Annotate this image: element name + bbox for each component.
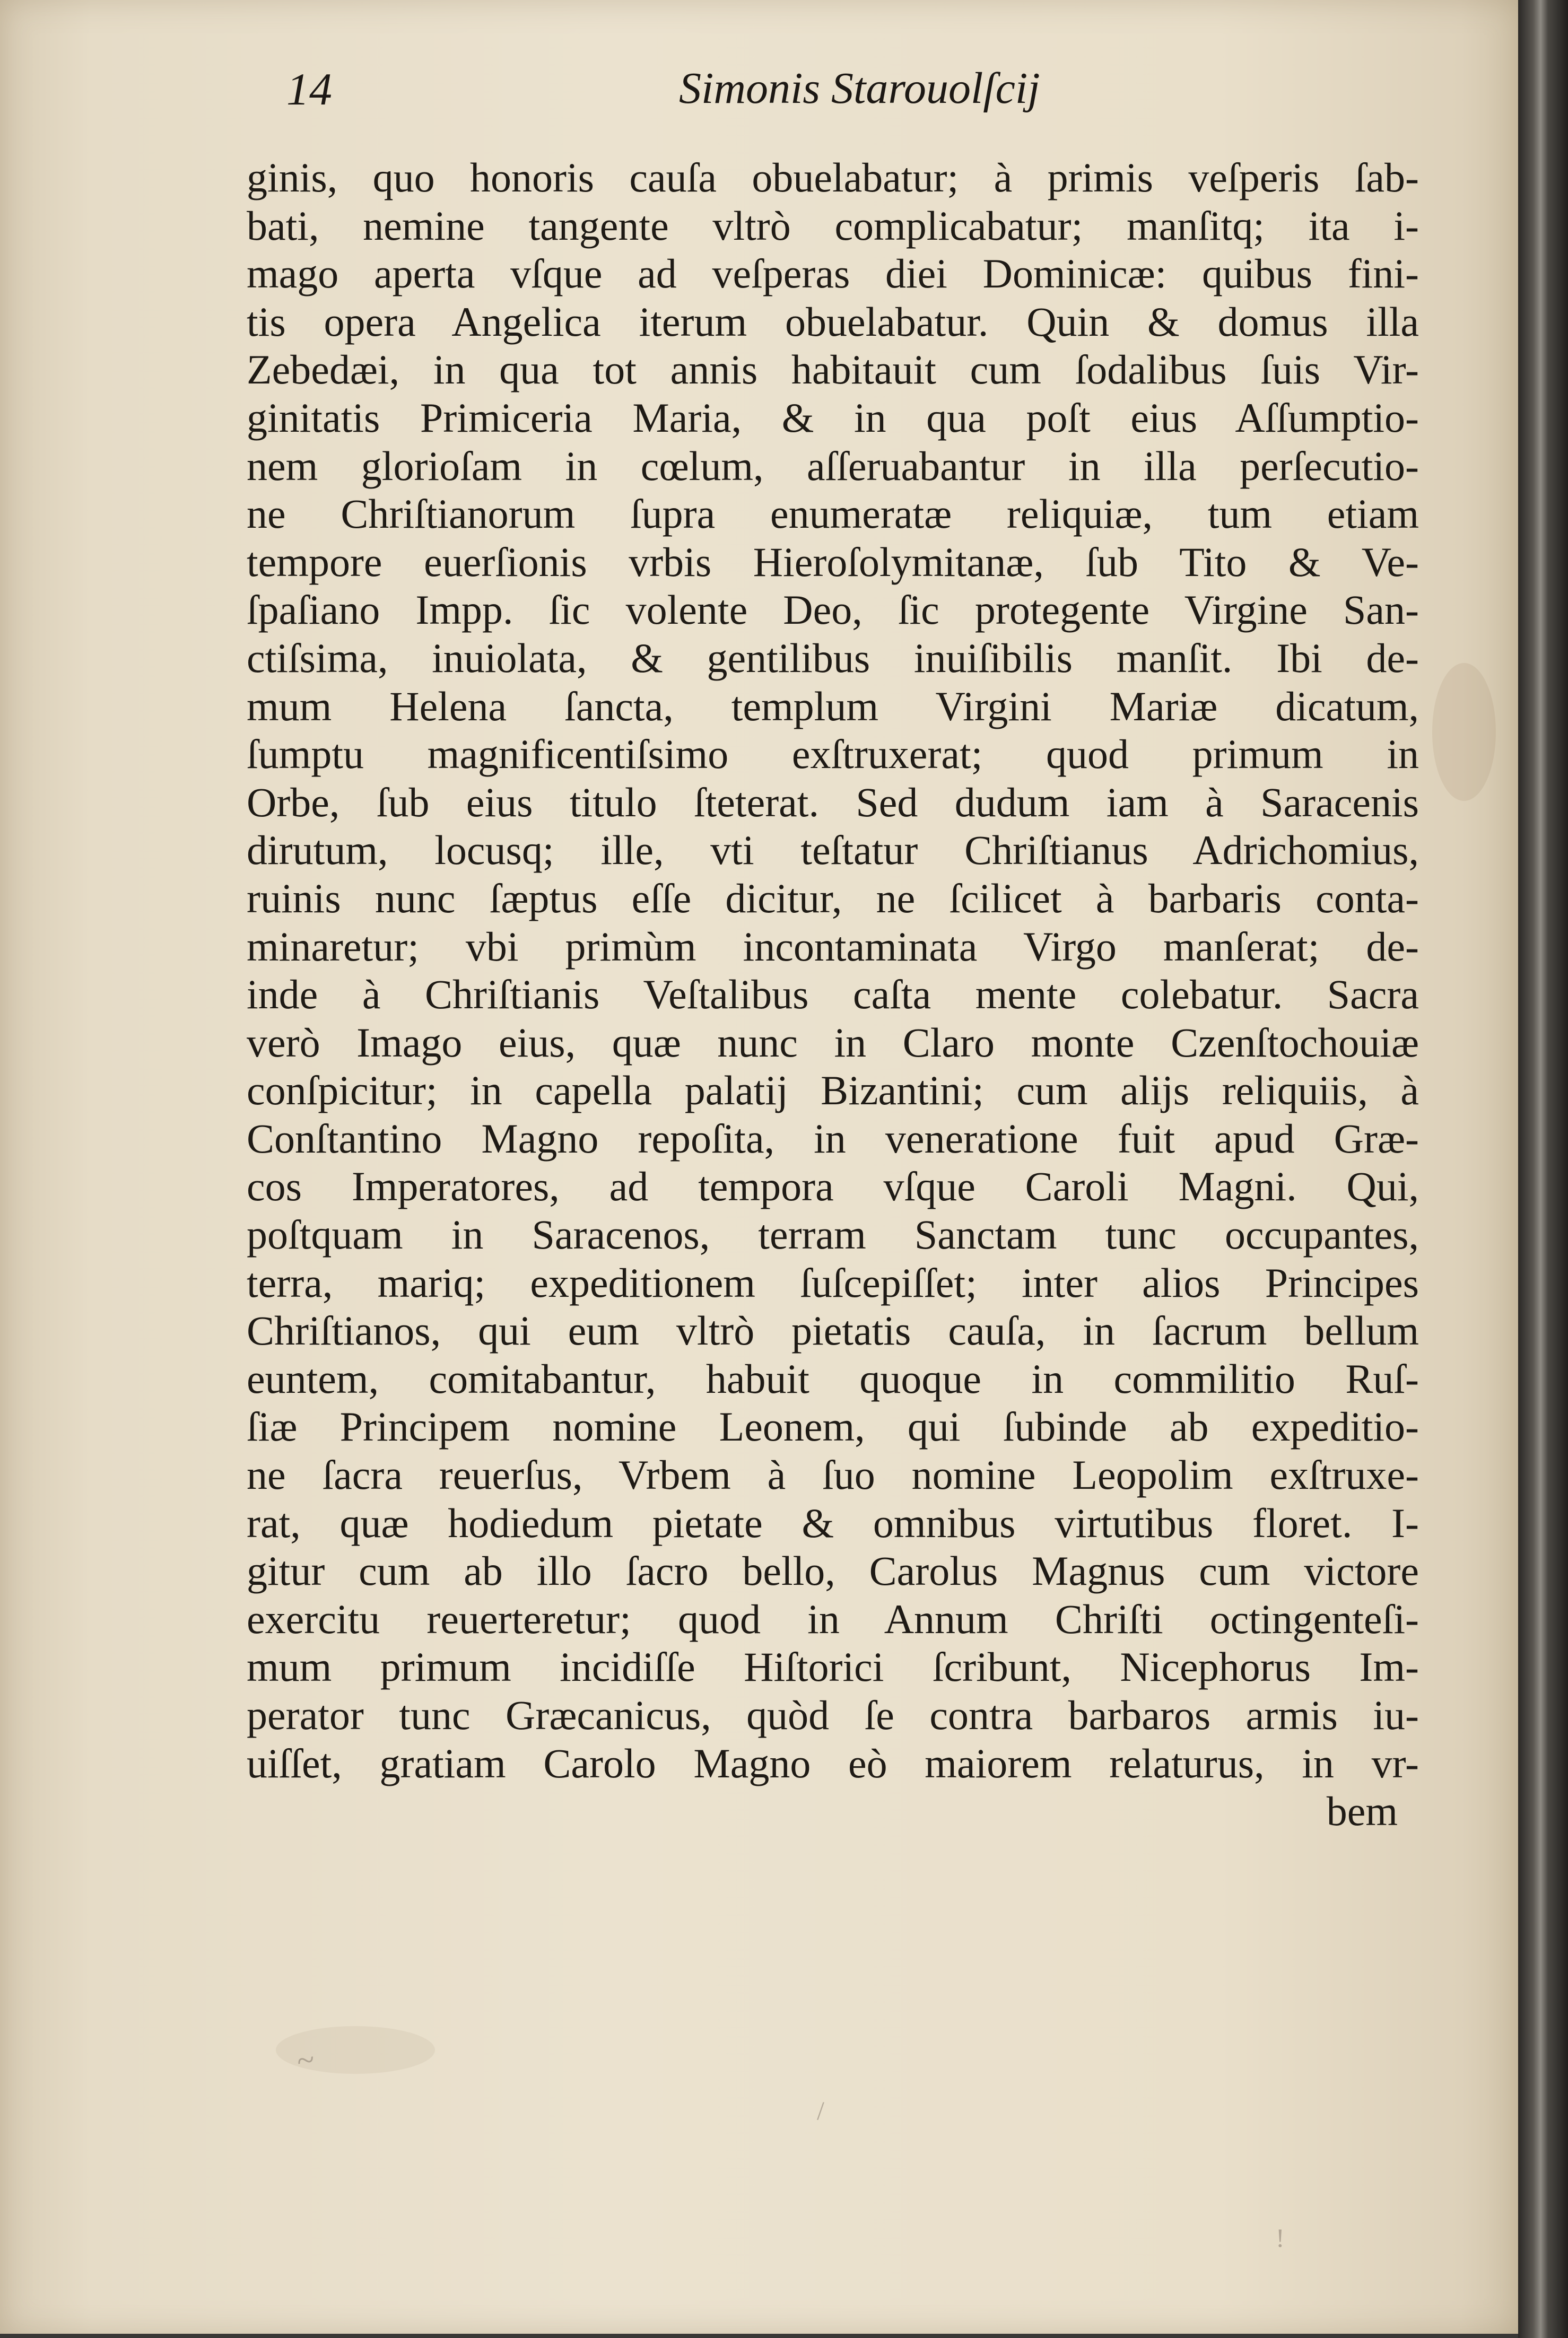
text-line: inde à Chriſtianis Veſtalibus caſta mente colebatur. Sacra: [247, 971, 1419, 1018]
text-line: rat, quæ hodiedum pietate & omnibus virtutibus floret. I-: [247, 1499, 1419, 1546]
text-line: terra, mariq; expeditionem ſuſcepiſſet; inter alios Principes: [247, 1259, 1419, 1306]
text-line: poſtquam in Saracenos, terram Sanctam tunc occupantes,: [247, 1211, 1419, 1258]
text-line: dirutum, locusq; ille, vti teſtatur Chriſtianus Adrichomius,: [247, 827, 1419, 874]
text-line: minaretur; vbi primùm incontaminata Virgo manſerat; de-: [247, 923, 1419, 970]
catchword: bem: [1326, 1788, 1398, 1835]
body-text: [247, 154, 1419, 1836]
text-line: ctiſsima, inuiolata, & gentilibus inuiſibilis manſit. Ibi de-: [247, 634, 1419, 681]
page-header: [286, 66, 1416, 130]
text-line: Orbe, ſub eius titulo ſteterat. Sed dudum iam à Saracenis: [247, 779, 1419, 825]
ink-speck: !: [1276, 2223, 1285, 2253]
text-line: mum Helena ſancta, templum Virgini Mariæ dicatum,: [247, 683, 1419, 729]
page-stain: [1432, 663, 1496, 801]
book-binding-edge: [1518, 0, 1568, 2338]
text-line: tis opera Angelica iterum obuelabatur. Quin & domus illa: [247, 298, 1419, 345]
bleed-through-mark: ~: [294, 2042, 317, 2079]
text-line: tempore euerſionis vrbis Hieroſolymitanæ, ſub Tito & Ve-: [247, 538, 1419, 585]
text-line: uiſſet, gratiam Carolo Magno eò maiorem relaturus, in vr-: [247, 1740, 1419, 1786]
text-line: ne Chriſtianorum ſupra enumeratæ reliquiæ, tum etiam: [247, 491, 1419, 537]
text-line: perator tunc Græcanicus, quòd ſe contra barbaros armis iu-: [247, 1692, 1419, 1738]
text-line: mago aperta vſque ad veſperas diei Dominicæ: quibus fini-: [247, 250, 1419, 297]
text-line: exercitu reuerteretur; quod in Annum Chriſti octingenteſi-: [247, 1595, 1419, 1642]
text-line: Conſtantino Magno repoſita, in veneratione fuit apud Græ-: [247, 1115, 1419, 1162]
text-line: cos Imperatores, ad tempora vſque Caroli Magni. Qui,: [247, 1163, 1419, 1210]
text-line: Zebedæi, in qua tot annis habitauit cum ſodalibus ſuis Vir-: [247, 346, 1419, 393]
text-line: ginitatis Primiceria Maria, & in qua poſt eius Aſſumptio-: [247, 394, 1419, 441]
text-line: ſumptu magnificentiſsimo exſtruxerat; quod primum in: [247, 731, 1419, 778]
text-line: ginis, quo honoris cauſa obuelabatur; à primis veſperis ſab-: [247, 154, 1419, 200]
running-head: Simonis Starouolſcij: [679, 64, 1040, 113]
text-line: mum primum incidiſſe Hiſtorici ſcribunt, Nicephorus Im-: [247, 1644, 1419, 1690]
text-line: Chriſtianos, qui eum vltrò pietatis cauſa, in ſacrum bellum: [247, 1307, 1419, 1354]
text-line: conſpicitur; in capella palatij Bizantini; cum alijs reliquiis, à: [247, 1067, 1419, 1114]
text-line: ſiæ Principem nomine Leonem, qui ſubinde ab expeditio-: [247, 1403, 1419, 1450]
text-line: nem glorioſam in cœlum, aſſeruabantur in illa perſecutio-: [247, 442, 1419, 489]
page-number: 14: [286, 64, 332, 115]
text-line: bati, nemine tangente vltrò complicabatur; manſitq; ita i-: [247, 202, 1419, 249]
ink-speck: /: [817, 2096, 824, 2125]
text-line: gitur cum ab illo ſacro bello, Carolus Magnus cum victore: [247, 1548, 1419, 1594]
text-line: ne ſacra reuerſus, Vrbem à ſuo nomine Leopolim exſtruxe-: [247, 1452, 1419, 1498]
text-line: ruinis nunc ſæptus eſſe dicitur, ne ſcilicet à barbaris conta-: [247, 875, 1419, 921]
text-line: verò Imago eius, quæ nunc in Claro monte Czenſtochouiæ: [247, 1019, 1419, 1066]
text-line: euntem, comitabantur, habuit quoque in commilitio Ruſ-: [247, 1355, 1419, 1402]
text-line: ſpaſiano Impp. ſic volente Deo, ſic protegente Virgine San-: [247, 587, 1419, 633]
